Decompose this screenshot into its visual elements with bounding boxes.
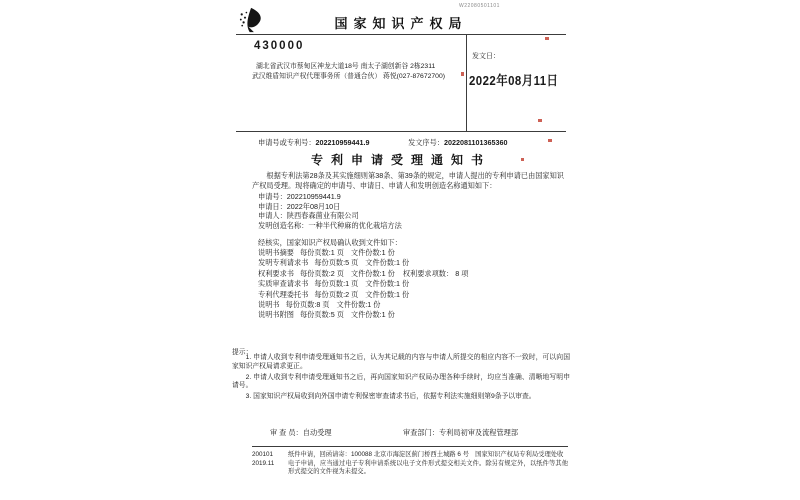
doc-copies: 文件份数:1 份 xyxy=(350,248,395,257)
footer-row xyxy=(252,451,568,459)
red-scan-mark xyxy=(545,37,549,40)
received-document-row xyxy=(258,300,468,310)
doc-name: 说明书 xyxy=(258,300,280,310)
detail-label: 申请日： xyxy=(258,201,287,211)
doc-copies: 文件份数:1 份 xyxy=(350,268,395,278)
review-department-field xyxy=(403,428,518,438)
detail-line-applicant xyxy=(258,211,402,221)
footer-row xyxy=(252,460,568,476)
doc-copies: 文件份数:1 份 xyxy=(365,258,410,268)
received-document-row xyxy=(258,248,468,258)
issue-date-label: 发文日： xyxy=(472,53,500,60)
received-document-row xyxy=(258,279,468,289)
detail-label: 申请号： xyxy=(258,192,287,201)
detail-line-application-number xyxy=(258,192,402,202)
application-details xyxy=(258,192,402,231)
dispatch-serial-value: 2022081101365360 xyxy=(443,138,508,147)
header-rule xyxy=(236,34,566,35)
examiner-value: 自动受理 xyxy=(302,428,332,437)
recipient-postcode: 430000 xyxy=(254,40,305,52)
doc-claims-count: 权利要求项数： 8 项 xyxy=(402,268,469,278)
recipient-address-line1: 湖北省武汉市蔡甸区神龙大道18号 南太子湖创新谷 2栋2311 xyxy=(256,63,436,70)
received-document-row xyxy=(258,310,468,320)
red-scan-mark xyxy=(538,119,542,122)
red-scan-mark xyxy=(461,72,464,76)
doc-name: 实质审查请求书 xyxy=(258,279,309,289)
doc-name: 专利代理委托书 xyxy=(258,289,309,299)
detail-label: 发明创造名称： xyxy=(258,221,309,231)
received-documents-intro: 经核实，国家知识产权局确认收到文件如下： xyxy=(258,238,402,247)
doc-pages: 每份页数:1 页 xyxy=(314,279,359,289)
doc-copies: 文件份数:1 份 xyxy=(350,310,395,320)
received-document-row xyxy=(258,290,468,300)
received-documents-list xyxy=(258,248,468,321)
detail-line-filing-date xyxy=(258,202,402,212)
detail-line-invention-title xyxy=(258,221,402,231)
issue-box-divider xyxy=(466,34,467,131)
detail-value: 陕西春森菌业有限公司 xyxy=(286,211,359,221)
received-document-row xyxy=(258,269,468,279)
footer-form-code: 200101 xyxy=(252,451,274,458)
examiner-field xyxy=(270,428,332,438)
detail-value: 一种半代种麻的优化栽培方法 xyxy=(308,221,402,231)
recipient-address-line2: 武汉维盾知识产权代理事务所（普通合伙） 蒋悦(027-87672700) xyxy=(252,73,445,80)
intro-paragraph: 根据专利法第28条及其实施细则第38条、第39条的规定，申请人提出的专利申请已由国家知识产权局受理。现将确定的申请号、申请日、申请人和发明创造名称通知如下： xyxy=(252,171,564,190)
doc-copies: 文件份数:1 份 xyxy=(365,289,410,299)
detail-value: 202210959441.9 xyxy=(286,192,341,201)
doc-name: 说明书附图 xyxy=(258,310,294,320)
note-item: 3. 国家知识产权局收到向外国申请专利保密审查请求书后，依据专利法实施细则第9条予以审查。 xyxy=(245,393,536,401)
red-scan-mark xyxy=(548,139,552,142)
header-bottom-rule xyxy=(236,131,566,132)
doc-pages: 每份页数:2 页 xyxy=(299,268,344,278)
doc-pages: 每份页数:8 页 xyxy=(285,300,330,310)
detail-label: 申请人： xyxy=(258,211,287,221)
doc-pages: 每份页数:1 页 xyxy=(299,248,344,257)
issue-date-value: 2022年08月11日 xyxy=(469,73,559,88)
doc-pages: 每份页数:5 页 xyxy=(299,310,344,320)
doc-pages: 每份页数:5 页 xyxy=(314,258,359,268)
footer-text: 纸件申请，回函请寄：100088 北京市海淀区蓟门桥西土城路 6 号 国家知识产权局专利局受理处收 xyxy=(288,451,564,458)
application-number-field xyxy=(258,138,369,148)
note-item: 1. 申请人收到专利申请受理通知书之后，认为其记载的内容与申请人所提交的相应内容不一致时，可以向国家知识产权局请求更正。 xyxy=(232,354,570,370)
doc-name: 说明书摘要 xyxy=(258,248,294,257)
footer-text: 电子申请，应当通过电子专利申请系统以电子文件形式提交相关文件。除另有规定外，以纸件等其他形式提交的文件视为未提交。 xyxy=(288,460,568,475)
dispatch-serial-label: 发文序号： xyxy=(408,138,444,147)
footer xyxy=(252,451,568,477)
document-serial-code: W22080501101 xyxy=(459,3,500,9)
notes-heading: 提示： xyxy=(232,349,253,356)
doc-pages: 每份页数:2 页 xyxy=(314,289,359,299)
received-document-row xyxy=(258,258,468,268)
doc-copies: 文件份数:1 份 xyxy=(336,300,381,310)
application-number-label: 申请号或专利号： xyxy=(258,138,316,147)
notes-list xyxy=(232,354,570,404)
detail-value: 2022年08月10日 xyxy=(286,201,341,211)
doc-name: 发明专利请求书 xyxy=(258,258,309,268)
footer-rule xyxy=(252,446,568,447)
doc-name: 权利要求书 xyxy=(258,268,294,278)
doc-copies: 文件份数:1 份 xyxy=(365,279,410,289)
agency-title: 国家知识产权局 xyxy=(334,16,468,31)
review-department-label: 审查部门： xyxy=(403,428,439,437)
application-number-value: 202210959441.9 xyxy=(315,138,370,147)
examiner-label: 审 查 员： xyxy=(270,428,303,437)
dispatch-serial-field xyxy=(408,138,508,148)
note-item: 2. 申请人收到专利申请受理通知书之后，再向国家知识产权局办理各种手续时，均应当准确、清晰地写明申请号。 xyxy=(232,373,570,390)
notice-title: 专利申请受理通知书 xyxy=(310,153,491,167)
red-scan-mark xyxy=(521,158,524,161)
review-department-value: 专利局初审及流程管理部 xyxy=(438,428,519,437)
footer-form-code: 2019.11 xyxy=(252,460,275,467)
